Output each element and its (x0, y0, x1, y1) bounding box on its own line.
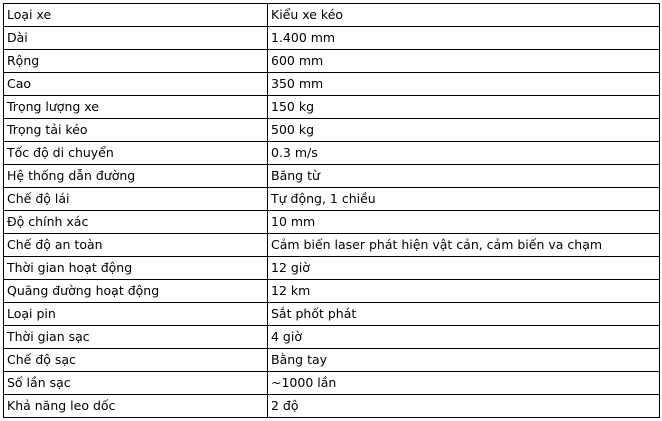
row-label: Hệ thống dẫn đường (4, 165, 268, 188)
row-value: Kiểu xe kéo (268, 4, 660, 27)
row-value: Băng từ (268, 165, 660, 188)
row-label: Loại xe (4, 4, 268, 27)
table-row (4, 349, 660, 372)
table-row (4, 165, 660, 188)
table-row (4, 27, 660, 50)
table-row (4, 303, 660, 326)
table-row (4, 96, 660, 119)
row-label: Số lần sạc (4, 372, 268, 395)
row-label: Dài (4, 27, 268, 50)
spec-table-body (4, 4, 660, 418)
row-value: 4 giờ (268, 326, 660, 349)
row-label: Khả năng leo dốc (4, 395, 268, 418)
row-label: Cao (4, 73, 268, 96)
row-value: 12 km (268, 280, 660, 303)
row-label: Trọng lượng xe (4, 96, 268, 119)
row-value: 500 kg (268, 119, 660, 142)
row-label: Thời gian hoạt động (4, 257, 268, 280)
row-label: Loại pin (4, 303, 268, 326)
table-row (4, 395, 660, 418)
row-value: 12 giờ (268, 257, 660, 280)
row-label: Chế độ lái (4, 188, 268, 211)
table-row (4, 211, 660, 234)
row-label: Chế độ sạc (4, 349, 268, 372)
row-label: Trọng tải kéo (4, 119, 268, 142)
table-row (4, 142, 660, 165)
row-label: Rộng (4, 50, 268, 73)
table-row (4, 280, 660, 303)
row-value: 0.3 m/s (268, 142, 660, 165)
row-value: 150 kg (268, 96, 660, 119)
row-label: Độ chính xác (4, 211, 268, 234)
spec-table (3, 3, 660, 418)
row-value: ~1000 lần (268, 372, 660, 395)
row-value: 1.400 mm (268, 27, 660, 50)
row-value: 10 mm (268, 211, 660, 234)
table-row (4, 4, 660, 27)
row-label: Quãng đường hoạt động (4, 280, 268, 303)
table-row (4, 326, 660, 349)
table-row (4, 73, 660, 96)
row-value: Tự động, 1 chiều (268, 188, 660, 211)
row-value: 350 mm (268, 73, 660, 96)
row-value: Cảm biến laser phát hiện vật cản, cảm biến va chạm (268, 234, 660, 257)
row-label: Thời gian sạc (4, 326, 268, 349)
row-value: 600 mm (268, 50, 660, 73)
table-row (4, 234, 660, 257)
table-row (4, 372, 660, 395)
row-value: 2 độ (268, 395, 660, 418)
row-label: Chế độ an toàn (4, 234, 268, 257)
row-label: Tốc độ di chuyển (4, 142, 268, 165)
row-value: Sắt phốt phát (268, 303, 660, 326)
row-value: Bằng tay (268, 349, 660, 372)
table-row (4, 119, 660, 142)
table-row (4, 188, 660, 211)
table-row (4, 257, 660, 280)
table-row (4, 50, 660, 73)
